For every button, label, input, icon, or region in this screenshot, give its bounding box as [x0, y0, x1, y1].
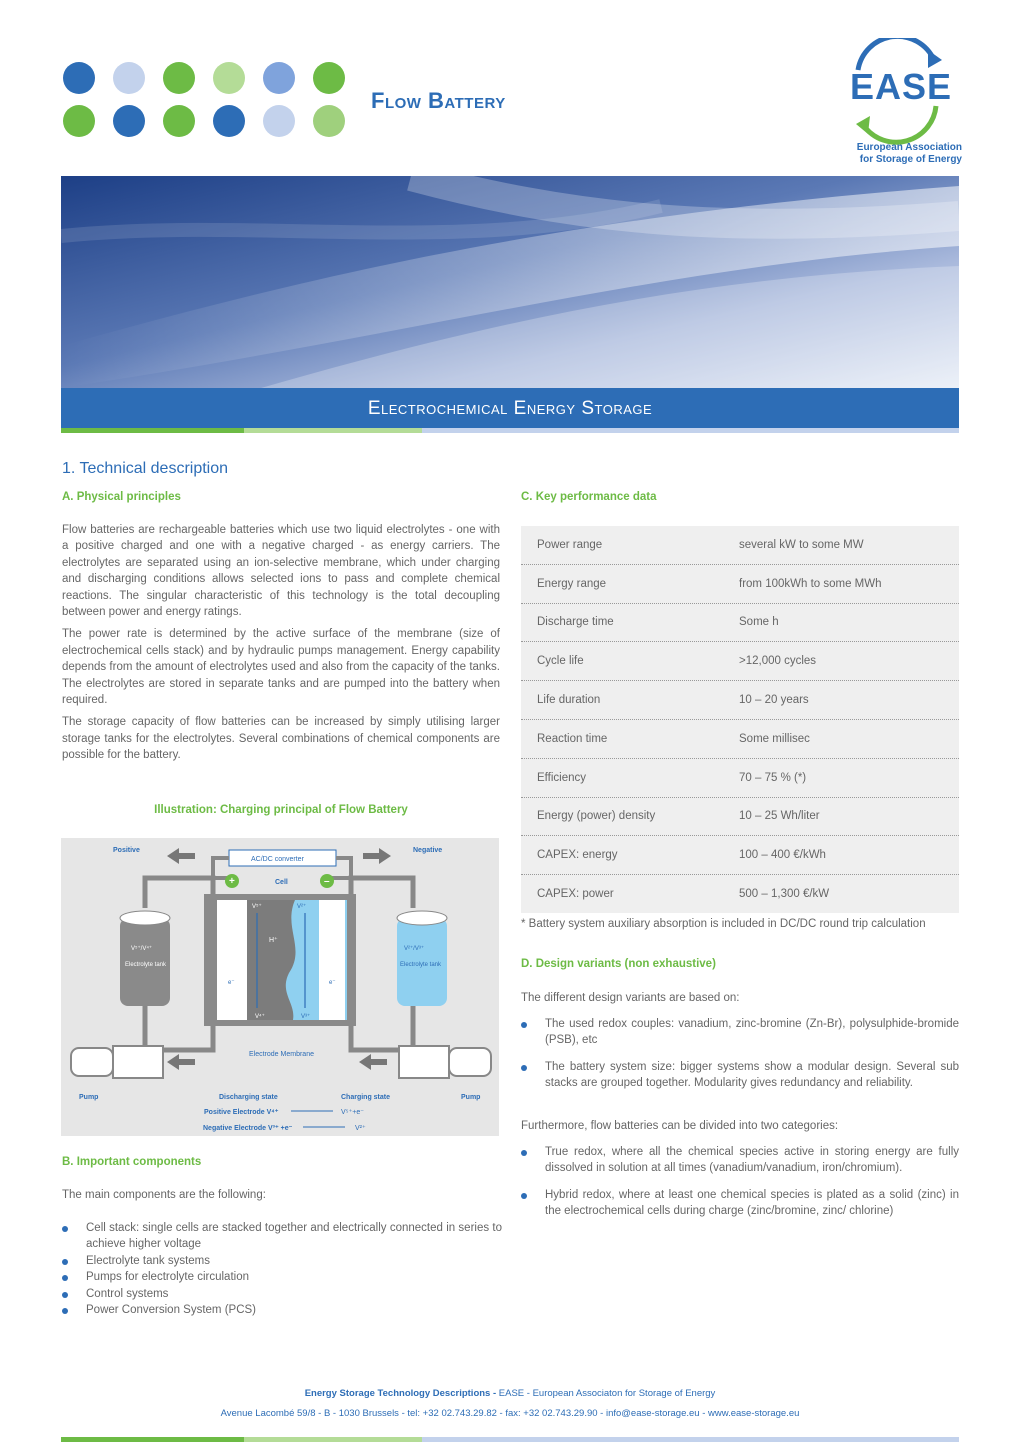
paragraph: Flow batteries are rechargeable batteries which use two liquid electrolytes - one with a positive charged and one with a negative charged - as energy carriers. The electrolytes are separated using an ion-selective membrane, which under charging and discharging conditions allows selected ions to pass and complete chemical reactions. The singular characteristic of this technology is the total decoupling between power and energy ratings. [62, 524, 500, 619]
footer-stripe [61, 1437, 244, 1442]
negative-equation-left: Negative Electrode V³⁺ +e⁻ [203, 1125, 293, 1132]
positive-label: Positive [113, 847, 140, 854]
logo-text: EASE [850, 66, 953, 107]
row-value: 70 – 75 % (*) [739, 771, 807, 784]
pump-left-label: Pump [79, 1094, 99, 1101]
row-value: from 100kWh to some MWh [739, 577, 882, 590]
list-item: Power Conversion System (PCS) [62, 1302, 502, 1318]
right-arrow-icon [363, 848, 391, 864]
banner-stripe [61, 428, 244, 433]
table-row [521, 565, 959, 604]
left-flow-arrow-icon [167, 1054, 195, 1070]
section-banner [61, 388, 959, 428]
list-item: Control systems [62, 1286, 502, 1302]
row-value: 500 – 1,300 €/kW [739, 888, 830, 901]
membrane-label: Electrode Membrane [249, 1051, 314, 1058]
positive-equation-left: Positive Electrode V⁴⁺ [204, 1109, 279, 1116]
row-label: Efficiency [537, 771, 587, 784]
row-label: Power range [537, 538, 603, 551]
variants-intro2: Furthermore, flow batteries can be divided into two categories: [521, 1120, 839, 1132]
variants-heading: D. Design variants (non exhaustive) [521, 958, 716, 970]
list-item: Hybrid redox, where at least one chemical species is plated as a solid (zinc) in the electrochemical cells during charge (zinc/bromine, zinc/ chlorine) [521, 1187, 959, 1220]
paragraph: The storage capacity of flow batteries can be increased by simply utilising larger storage tanks for the electrolytes. Several combinations of chemical components are possible for the battery. [62, 716, 500, 762]
page-title: Flow Battery [371, 88, 506, 113]
list-item: Electrolyte tank systems [62, 1253, 502, 1269]
row-value: 10 – 20 years [739, 694, 809, 707]
list-item: The battery system size: bigger systems show a modular design. Several sub stacks are grouped together. Modularity gives redundancy and reliability. [521, 1059, 959, 1092]
components-heading: B. Important components [62, 1156, 202, 1168]
dot [313, 105, 345, 137]
v2-top-label: V²⁺ [297, 904, 307, 910]
list-item: True redox, where all the chemical species active in storing energy are fully dissolved in solution at all times (vanadium/vanadium, iron/chromium). [521, 1144, 959, 1177]
e-left-label: e⁻ [228, 980, 235, 986]
row-label: Energy range [537, 577, 607, 590]
banner-stripe [244, 428, 422, 433]
list-item: Pumps for electrolyte circulation [62, 1269, 502, 1285]
row-label: Discharge time [537, 616, 614, 629]
left-arrow-icon [167, 848, 195, 864]
dot [263, 62, 295, 94]
row-label: Reaction time [537, 732, 608, 745]
flow-battery-diagram [61, 838, 499, 1136]
variants-intro: The different design variants are based on: [521, 992, 740, 1004]
banner-title: Electrochemical Energy Storage [367, 398, 653, 419]
right-tank-label: Electrolyte tank [400, 962, 442, 968]
row-label: CAPEX: power [537, 888, 614, 901]
categories-list [521, 1144, 959, 1220]
v5-label: V⁵⁺ [252, 904, 262, 910]
dot [263, 105, 295, 137]
logo-caption-line2: for Storage of Energy [859, 154, 962, 165]
table-row [521, 642, 959, 681]
charging-label: Charging state [341, 1094, 391, 1101]
footer-stripe [422, 1437, 959, 1442]
performance-table [521, 526, 959, 913]
variants-list [521, 1016, 959, 1092]
row-value: 10 – 25 Wh/liter [739, 810, 820, 823]
row-value: several kW to some MW [739, 538, 864, 551]
footer-line1 [0, 1388, 1020, 1399]
banner-stripe [422, 428, 959, 433]
footer-rest: EASE - European Associaton for Storage of Energy [498, 1388, 716, 1399]
dot [63, 62, 95, 94]
hero-image [61, 176, 959, 388]
negative-label: Negative [413, 847, 443, 854]
row-value: Some millisec [739, 732, 810, 745]
dot [113, 62, 145, 94]
hplus-label: H⁺ [269, 937, 278, 944]
performance-note: * Battery system auxiliary absorption is included in DC/DC round trip calculation [521, 918, 926, 930]
diagram-svg [61, 838, 499, 1136]
list-item: Cell stack: single cells are stacked together and electrically connected in series to achieve higher voltage [62, 1220, 502, 1253]
row-value: >12,000 cycles [739, 655, 817, 668]
ease-logo [830, 38, 965, 173]
footer-stripe [244, 1437, 422, 1442]
components-list [62, 1220, 502, 1318]
table-row [521, 836, 959, 875]
list-item: The used redox couples: vanadium, zinc-bromine (Zn-Br), polysulphide-bromide (PSB), etc [521, 1016, 959, 1049]
row-label: Energy (power) density [537, 810, 656, 823]
table-row [521, 604, 959, 643]
physical-principles-heading: A. Physical principles [62, 491, 181, 503]
minus-sign: – [324, 876, 330, 887]
illustration-caption: Illustration: Charging principal of Flow Battery [154, 804, 408, 816]
components-intro: The main components are the following: [62, 1189, 266, 1201]
dot [113, 105, 145, 137]
paragraph: The power rate is determined by the active surface of the membrane (size of electrochemical cells stack) and by hydraulic pumps management. Energy capability depends from the amount of electrolytes used and also from the capacity of the tanks. The electrolytes are stored in separate tanks and are pumped into the battery when required. [62, 628, 500, 707]
physical-principles-text [62, 522, 500, 770]
negative-equation-right: V²⁺ [355, 1125, 366, 1132]
e-right-label: e⁻ [329, 980, 336, 986]
hero-waves [61, 176, 959, 388]
footer-line2: Avenue Lacombé 59/8 - B - 1030 Brussels - tel: +32 02.743.29.82 - fax: +32 02.743.29.90 - info@ease-storage.eu - www.ease-storage.eu [220, 1408, 800, 1419]
row-value: 100 – 400 €/kWh [739, 849, 826, 862]
left-tank-label: Electrolyte tank [125, 962, 167, 968]
dot [213, 105, 245, 137]
right-tank-species: V²⁺/V³⁺ [404, 946, 425, 952]
right-flow-arrow-icon [359, 1054, 387, 1070]
table-row [521, 759, 959, 798]
plus-sign: + [229, 876, 235, 887]
row-label: CAPEX: energy [537, 849, 618, 862]
table-row [521, 526, 959, 565]
logo-caption-line1: European Association [856, 142, 962, 153]
row-label: Life duration [537, 694, 601, 707]
v3-label: V³⁺ [301, 1014, 311, 1020]
converter-label: AC/DC converter [251, 856, 304, 863]
performance-heading: C. Key performance data [521, 491, 657, 503]
dot [163, 105, 195, 137]
row-label: Cycle life [537, 655, 584, 668]
table-row [521, 798, 959, 837]
row-value: Some h [739, 616, 779, 629]
table-row [521, 875, 959, 913]
left-tank-species: V⁵⁺/V⁴⁺ [131, 946, 153, 952]
dot [63, 105, 95, 137]
dot [163, 62, 195, 94]
dot [213, 62, 245, 94]
positive-equation-right: V⁵⁺+e⁻ [341, 1109, 364, 1116]
pump-right-label: Pump [461, 1094, 481, 1101]
section-title: 1. Technical description [62, 460, 229, 477]
v4-label: V⁴⁺ [255, 1014, 265, 1020]
table-row [521, 720, 959, 759]
dot [313, 62, 345, 94]
cell-label: Cell [275, 879, 288, 886]
footer-bold: Energy Storage Technology Descriptions - [304, 1388, 499, 1399]
discharging-label: Discharging state [219, 1094, 278, 1101]
table-row [521, 681, 959, 720]
